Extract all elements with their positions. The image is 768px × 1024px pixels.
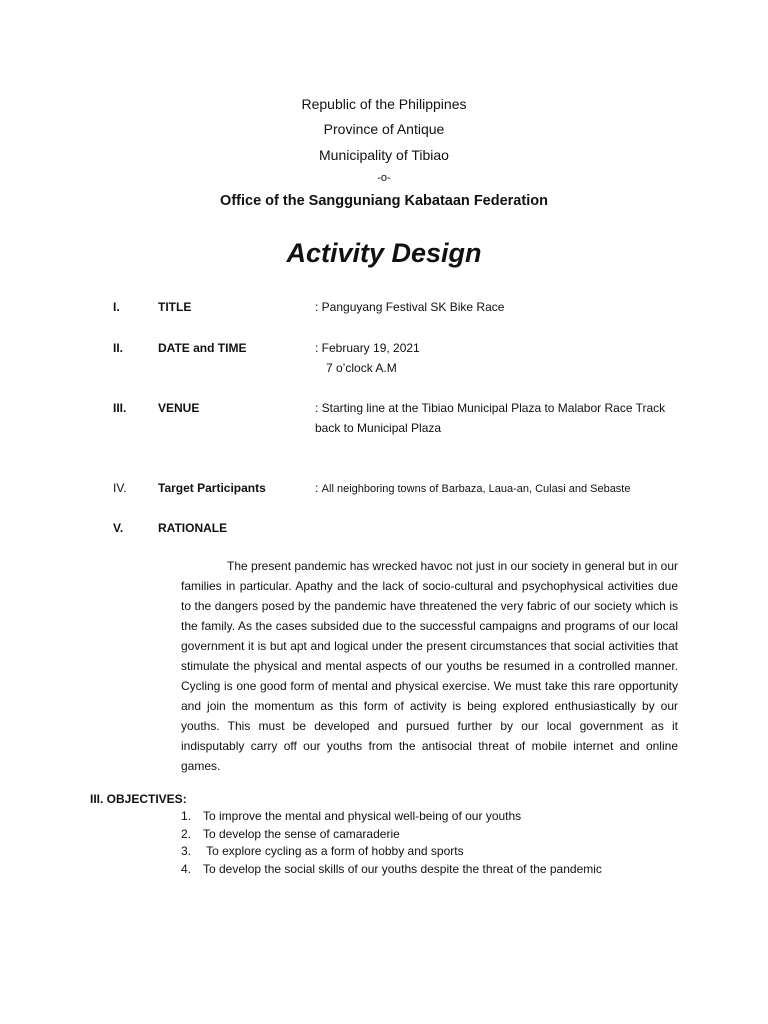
header-province: Province of Antique (323, 121, 445, 137)
time-value: 7 o’clock A.M (326, 361, 397, 375)
header-separator: -o- (377, 172, 391, 184)
list-item-text: To develop the social skills of our youths despite the threat of the pandemic (203, 861, 602, 876)
section-number-rationale: V. (113, 521, 124, 535)
participants-text: All neighboring towns of Barbaza, Laua-an, Culasi and Sebaste (321, 483, 631, 495)
section-value-title: : Panguyang Festival SK Bike Race (315, 300, 505, 314)
list-item (181, 808, 602, 826)
objectives-list (181, 808, 602, 878)
header-municipality: Municipality of Tibiao (319, 147, 449, 163)
list-item-number: 2. (181, 826, 192, 841)
list-item-number: 3. (181, 844, 192, 858)
list-item-text: To improve the mental and physical well-being of our youths (203, 809, 522, 823)
section-value-date (315, 338, 675, 378)
section-label-venue: VENUE (158, 401, 200, 415)
section-number-date: II. (113, 341, 124, 355)
section-label-date: DATE and TIME (158, 341, 247, 355)
objectives-heading: III. OBJECTIVES: (90, 792, 187, 806)
header-office: Office of the Sangguniang Kabataan Federation (220, 193, 548, 209)
section-number-venue: III. (113, 401, 127, 415)
section-label-rationale: RATIONALE (158, 521, 228, 535)
participants-colon: : (315, 481, 322, 495)
date-value: : February 19, 2021 (315, 341, 420, 355)
header-republic: Republic of the Philippines (301, 96, 467, 112)
section-value-participants (315, 478, 675, 499)
list-item (181, 826, 602, 844)
section-label-participants: Target Participants (158, 481, 266, 495)
section-label-title: TITLE (158, 300, 192, 314)
list-item (181, 861, 602, 879)
list-item-number: 4. (181, 861, 192, 876)
section-number-participants: IV. (113, 481, 127, 495)
list-item-text: To develop the sense of camaraderie (203, 826, 400, 841)
rationale-paragraph: The present pandemic has wrecked havoc not just in our society in general but in our families in particular. Apathy and the lack of socio-cultural and psychophysical activities due to the dangers posed by the pandemic have threatened the very fabric of our society which is the family. As the cases subsided due to the successful campaigns and programs of our local government it is but apt and logical under the present circumstances that social activities that stimulate the physical and mental aspects of our youths be resumed in a controlled manner. Cycling is one good form of mental and physical exercise. We must take this rare opportunity and join the momentum as this form of activity is being explored enthusiastically by our youths. This must be developed and pursued further by our local government as it indisputably carry off our youths from the antisocial threat of mobile internet and online games. (181, 559, 678, 773)
document-title: Activity Design (286, 238, 482, 268)
list-item-number: 1. (181, 809, 192, 823)
section-value-venue: : Starting line at the Tibiao Municipal Plaza to Malabor Race Track back to Municipal Plaza (315, 401, 666, 435)
section-number-title: I. (113, 300, 120, 314)
list-item (181, 843, 602, 861)
list-item-text: To explore cycling as a form of hobby and sports (203, 844, 464, 858)
